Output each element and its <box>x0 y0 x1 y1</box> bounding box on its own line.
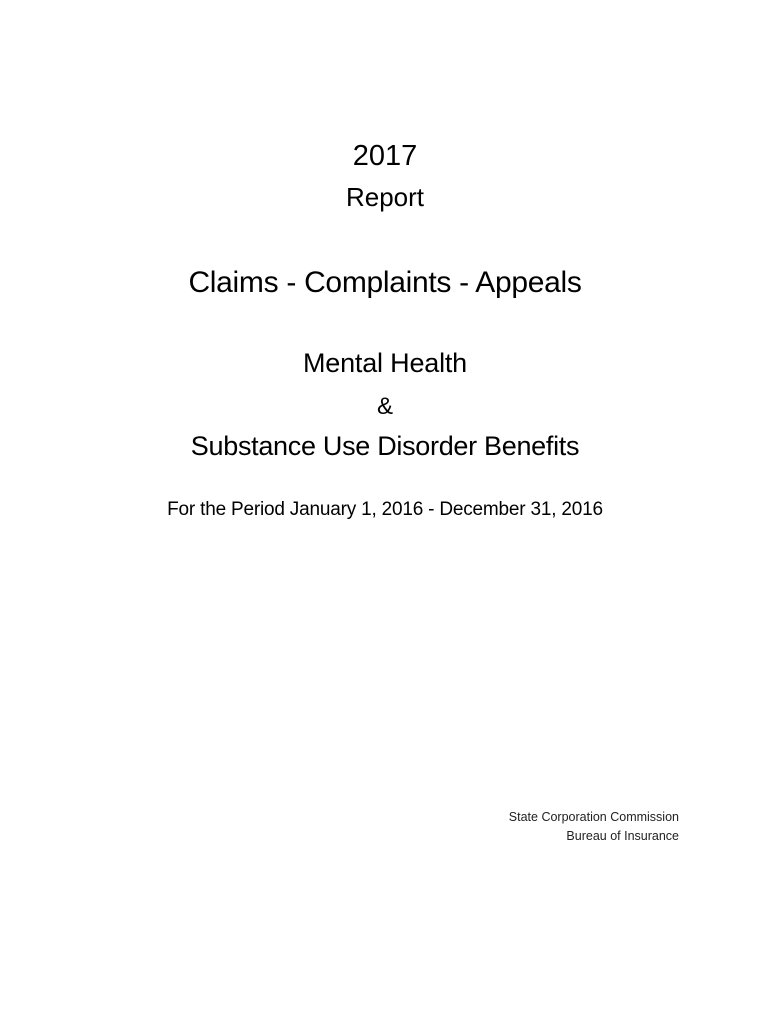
issuer-block <box>509 808 679 846</box>
subject-mental-health: Mental Health <box>303 348 467 378</box>
issuer-organization: State Corporation Commission <box>508 810 679 824</box>
report-period: For the Period January 1, 2016 - December 31, 2016 <box>167 499 603 520</box>
issuer-bureau: Bureau of Insurance <box>566 829 679 843</box>
report-headline: Claims - Complaints - Appeals <box>188 266 582 299</box>
report-year: 2017 <box>352 140 418 172</box>
subject-ampersand: & <box>376 393 393 420</box>
subject-substance-use: Substance Use Disorder Benefits <box>190 431 580 461</box>
report-label: Report <box>345 182 425 212</box>
